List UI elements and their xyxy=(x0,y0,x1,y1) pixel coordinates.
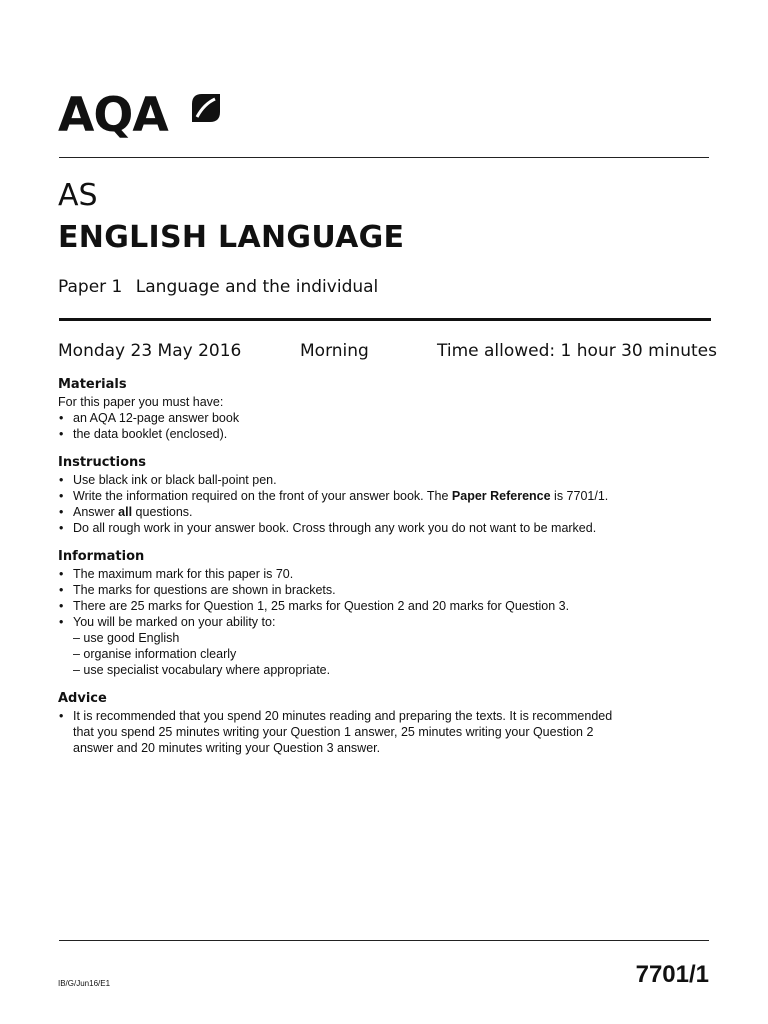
instructions-section xyxy=(58,454,718,536)
footer-divider xyxy=(59,940,709,941)
paper-name: Language and the individual xyxy=(135,277,379,297)
sub-item: – organise information clearly xyxy=(73,647,237,661)
list-item: • Write the information required on the front of your answer book. The Paper Reference is 7701/1. xyxy=(58,488,718,504)
list-item: • The marks for questions are shown in brackets. xyxy=(58,582,718,598)
subject-title: ENGLISH LANGUAGE xyxy=(58,220,405,255)
materials-heading: Materials xyxy=(58,377,127,392)
list-item: • It is recommended that you spend 20 minutes reading and preparing the texts. It is recommended that you spend 25 minutes writing your Question 1 answer, 25 minutes writing your Question 2 answer and 20 minutes writing your Question 3 answer. xyxy=(58,708,718,756)
document-code: IB/G/Jun16/E1 xyxy=(58,979,111,988)
qualification-level: AS xyxy=(58,178,98,213)
advice-heading: Advice xyxy=(58,691,107,706)
list-item: • the data booklet (enclosed). xyxy=(58,426,718,442)
title-divider xyxy=(59,318,711,321)
list-item: • Answer all questions. xyxy=(58,504,718,520)
advice-section xyxy=(58,690,718,756)
instructions-content xyxy=(58,376,718,768)
list-item: • The maximum mark for this paper is 70. xyxy=(58,566,718,582)
time-allowed: Time allowed: 1 hour 30 minutes xyxy=(437,341,717,361)
leaf-icon xyxy=(188,90,224,126)
paper-title xyxy=(58,275,378,299)
information-heading: Information xyxy=(58,549,145,564)
aqa-logo-text: AQA xyxy=(58,88,168,143)
emphasis-all: all xyxy=(118,505,133,519)
list-item: • There are 25 marks for Question 1, 25 marks for Question 2 and 20 marks for Question 3. xyxy=(58,598,718,614)
paper-reference-label: Paper Reference xyxy=(451,489,551,503)
list-item: • an AQA 12-page answer book xyxy=(58,410,718,426)
information-section xyxy=(58,548,718,678)
information-list xyxy=(58,566,718,678)
paper-reference: 7701/1 xyxy=(635,961,709,988)
materials-intro: For this paper you must have: xyxy=(58,395,224,409)
materials-section xyxy=(58,376,718,442)
instructions-heading: Instructions xyxy=(58,455,147,470)
sub-item: – use specialist vocabulary where appropriate. xyxy=(73,663,331,677)
sub-item: – use good English xyxy=(73,631,180,645)
exam-session: Morning xyxy=(300,341,369,361)
aqa-logo xyxy=(58,88,228,144)
instructions-list xyxy=(58,472,718,536)
paper-number: Paper 1 xyxy=(58,277,123,297)
header-divider xyxy=(59,157,709,158)
list-item: • Do all rough work in your answer book. Cross through any work you do not want to be marked. xyxy=(58,520,718,536)
list-item: • Use black ink or black ball-point pen. xyxy=(58,472,718,488)
exam-date: Monday 23 May 2016 xyxy=(58,341,242,361)
list-item: • You will be marked on your ability to: – use good English – organise information clearly – use specialist vocabulary where appropriate. xyxy=(58,614,718,678)
materials-list xyxy=(58,410,718,442)
advice-list xyxy=(58,708,718,756)
